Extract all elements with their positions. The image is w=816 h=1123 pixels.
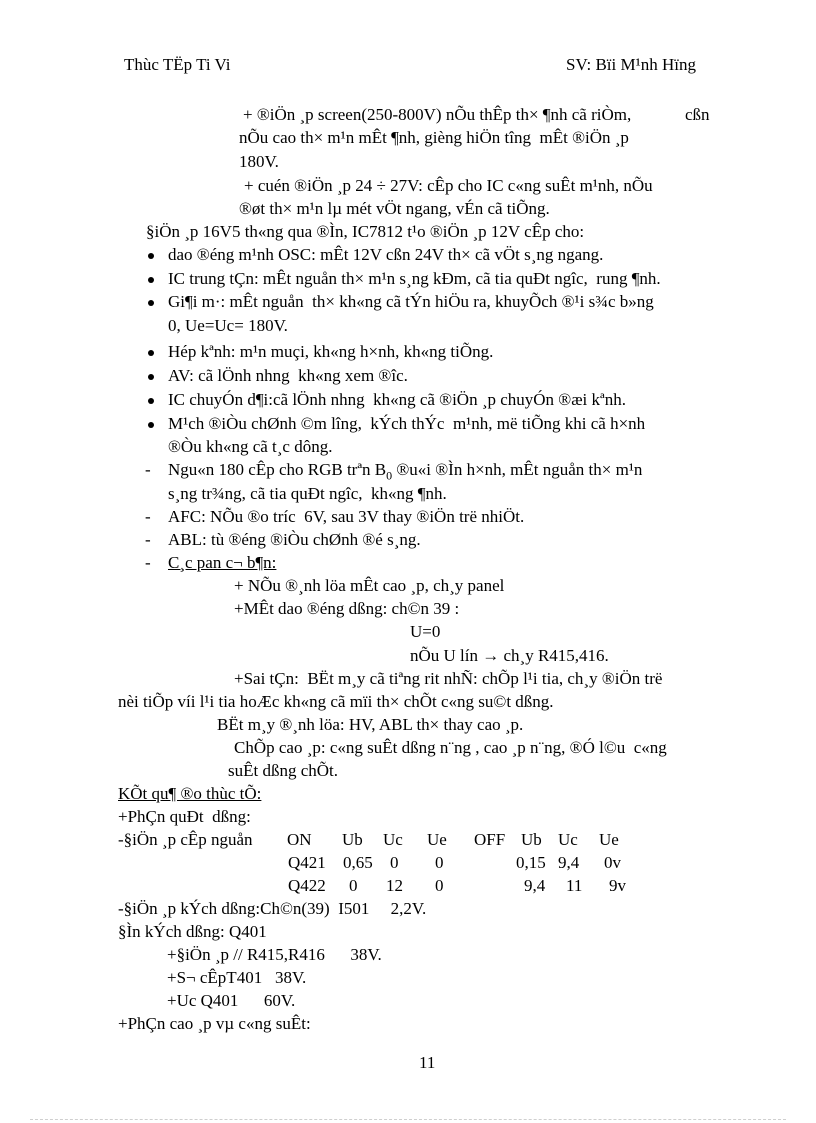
table-cell: 0,65 xyxy=(343,853,373,872)
text-line: nÕu cao th× m¹n mÊt ¶nh, gièng hiÖn tîng mÊt ®iÖn ¸p xyxy=(239,128,629,147)
dash-item: - Ngu«n 180 cÊp cho RGB trªn $B_0$ ®u«i ®Ìn h×nh, mÊt nguån th× m¹n xyxy=(168,460,642,480)
text-line: §iÖn ¸p 16V5 th«ng qua ®Ìn, IC7812 t¹o ®iÖn ¸p 12V cÊp cho: xyxy=(146,222,585,241)
text-line: +MÊt dao ®éng dßng: ch©n 39 : xyxy=(234,599,460,618)
text-line: nèi tiÕp víi l¹i tia hoÆc kh«ng cã mïi th× chÕt c«ng su©t dßng. xyxy=(118,692,554,711)
table-cell: 9,4 xyxy=(558,853,580,872)
text-line: U=0 xyxy=(410,622,441,641)
text-line: + NÕu ®¸nh löa mÊt cao ¸p, ch¸y panel xyxy=(234,576,505,595)
table-header-cell: ON xyxy=(287,830,312,849)
table-cell: 0 xyxy=(349,876,358,895)
dash-item: - ABL: tù ®éng ®iÒu chØnh ®é s¸ng. xyxy=(168,530,421,550)
text-line: +§iÖn ¸p // R415,R416 38V. xyxy=(167,945,382,964)
text-line: +Sai tÇn: BËt m¸y cã tiªng rit nhÑ: chÕp l¹i tia, ch¸y ®iÖn trë xyxy=(234,669,663,688)
text-line: -§iÖn ¸p kÝch dßng:Ch©n(39) I501 2,2V. xyxy=(118,899,427,918)
table-cell: 0v xyxy=(604,853,621,872)
section-heading: KÕt qu¶ ®o thùc tÕ: xyxy=(118,784,262,803)
table-header-cell: OFF xyxy=(474,830,506,849)
list-item: IC trung tÇn: mÊt nguån th× m¹n s¸ng kÐm, cã tia quÐt ngîc, rung ¶nh. xyxy=(168,269,661,288)
list-item: M¹ch ®iÒu chØnh ©m lîng, kÝch thÝc m¹nh, më tiÕng khi cã h×nh xyxy=(168,414,646,433)
text-line: + ®iÖn ¸p screen(250-800V) nÕu thÊp th× ¶nh cã riÒm, xyxy=(243,105,632,124)
text-line: cßn xyxy=(685,105,710,124)
text-line: +Uc Q401 60V. xyxy=(167,991,296,1010)
table-header-cell: Uc xyxy=(383,830,403,849)
list-item: AV: cã lÖnh nhng kh«ng xem ®îc. xyxy=(168,366,408,385)
table-header-cell: Uc xyxy=(558,830,578,849)
text-line: -§iÖn ¸p cÊp nguån xyxy=(118,830,253,849)
table-cell: 12 xyxy=(386,876,403,895)
table-cell: 0 xyxy=(435,876,444,895)
table-header-cell: Ue xyxy=(599,830,619,849)
table-header-cell: Ue xyxy=(427,830,447,849)
table-cell: 11 xyxy=(566,876,583,895)
table-header-cell: Ub xyxy=(342,830,363,849)
page-number: 11 xyxy=(419,1053,436,1072)
list-item: dao ®éng m¹nh OSC: mÊt 12V cßn 24V th× cã vÖt s¸ng ngang. xyxy=(168,245,604,264)
table-cell: 9v xyxy=(609,876,626,895)
text-line: +PhÇn cao ¸p vµ c«ng suÊt: xyxy=(118,1014,311,1033)
text-line: 180V. xyxy=(239,152,279,171)
list-item-cont: ®Òu kh«ng cã t¸c dông. xyxy=(168,437,333,456)
list-item: Hép kªnh: m¹n muçi, kh«ng h×nh, kh«ng tiÕng. xyxy=(168,342,494,361)
header-left: Thùc TËp Ti Vi xyxy=(124,55,231,74)
text-line: +PhÇn quÐt dßng: xyxy=(118,807,251,826)
header-right: SV: Bïi M¹nh Hïng xyxy=(566,55,696,74)
text-line: BËt m¸y ®¸nh löa: HV, ABL th× thay cao ¸p. xyxy=(217,715,524,734)
text-line: suÊt dßng chÕt. xyxy=(228,761,339,780)
text-line: +S¬ cÊpT401 38V. xyxy=(167,968,307,987)
text-line: §Ìn kÝch dßng: Q401 xyxy=(118,922,267,941)
list-item-cont: 0, Ue=Uc= 180V. xyxy=(168,316,288,335)
list-item: Gi¶i m·: mÊt nguån th× kh«ng cã tÝn hiÖu ra, khuyÕch ®¹i s¾c b»ng xyxy=(168,292,654,311)
text-line: ChÕp cao ¸p: c«ng suÊt dßng n¨ng , cao ¸p n¨ng, ®Ó l©u c«ng xyxy=(234,738,667,757)
table-header-cell: Ub xyxy=(521,830,542,849)
page-edge-divider xyxy=(30,1119,786,1120)
list-item: IC chuyÓn d¶i:cã lÖnh nhng kh«ng cã ®iÖn ¸p chuyÓn ®æi kªnh. xyxy=(168,390,626,409)
dash-item-heading: - C¸c pan c¬ b¶n: xyxy=(168,553,276,573)
table-cell: 0,15 xyxy=(516,853,546,872)
table-cell: Q421 xyxy=(288,853,326,872)
dash-item-cont: s¸ng tr¾ng, cã tia quÐt ngîc, kh«ng ¶nh. xyxy=(168,484,447,503)
text-line: + cuén ®iÖn ¸p 24 ÷ 27V: cÊp cho IC c«ng suÊt m¹nh, nÕu xyxy=(244,176,653,195)
table-cell: 0 xyxy=(435,853,444,872)
table-cell: 9,4 xyxy=(524,876,546,895)
dash-item: - AFC: NÕu ®o tríc 6V, sau 3V thay ®iÖn trë nhiÖt. xyxy=(168,507,524,527)
table-cell: Q422 xyxy=(288,876,326,895)
text-line: ®øt th× m¹n lµ mét vÖt ngang, vÉn cã tiÕng. xyxy=(239,199,550,218)
text-line: nÕu U lín → ch¸y R415,416. xyxy=(410,646,609,665)
table-cell: 0 xyxy=(390,853,399,872)
